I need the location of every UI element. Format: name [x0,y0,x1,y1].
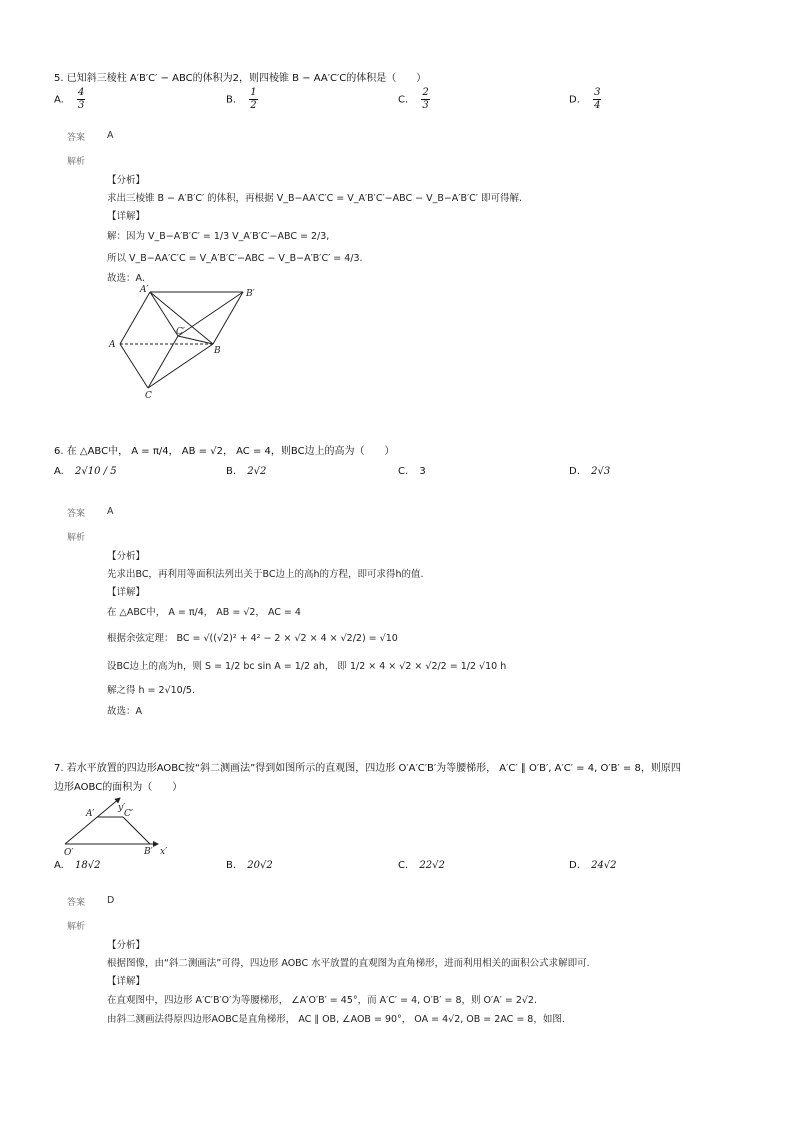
q7-option-a[interactable] [54,860,101,871]
option-value: 20√2 [247,860,273,871]
q7-option-d[interactable] [569,860,617,871]
option-letter: D. [569,860,580,871]
option-value: 22√2 [419,860,445,871]
option-value: 24√2 [591,860,617,871]
q7-option-b[interactable] [226,860,273,871]
detail-line: 设BC边上的高为h，则 S = 1/2 bc sin A = 1/2 ah， 即 1/2 × 4 × √2 × √2/2 = 1/2 √10 h [107,661,507,672]
detail-line: 在直观图中，四边形 A′C′B′O′为等腰梯形， ∠A′O′B′ = 45°，而 A′C′ = 4, O′B′ = 8，则 O′A′ = 2√2. [107,995,537,1006]
option-value: 2√10 / 5 [75,466,117,477]
option-letter: A. [54,466,64,477]
answer-label: 答案 [67,133,86,143]
analysis-line: 先求出BC，再利用等面积法列出关于BC边上的高h的方程，即可求得h的值. [107,569,424,580]
answer-label: 答案 [67,509,86,519]
option-letter: A. [54,860,64,871]
detail-heading: 【详解】 [107,211,146,222]
option-value: 2√2 [247,466,267,477]
option-letter: C. [398,94,409,106]
prism-figure [100,284,270,404]
q5-option-b[interactable] [226,88,258,111]
q5-option-d[interactable] [569,88,601,111]
vertex-label: C′ [124,809,133,819]
q7-stem-line1: 7. 若水平放置的四边形AOBC按“斜二测画法”得到如图所示的直观图，四边形 O′A′C′B′为等腰梯形， A′C′ ∥ O′B′, A′C′ = 4, O′B′ = 8，则原四 [54,763,681,774]
detail-heading: 【详解】 [107,976,146,987]
option-letter: A. [54,94,64,106]
fraction: $\frac{2}{3}$ [422,87,429,111]
analysis-label: 解析 [67,533,86,543]
analysis-line: 求出三棱锥 B − A′B′C′ 的体积，再根据 V_B−AA′C′C = V_A′B′C′−ABC − V_B−A′B′C′ 即可得解. [107,193,522,204]
detail-line: 解之得 h = 2√10/5. [107,685,195,696]
q6-option-c[interactable] [398,466,426,477]
detail-line: 解：因为 V_B−A′B′C′ = 1/3 V_A′B′C′−ABC = 2/3, [107,231,330,242]
option-letter: B. [226,94,237,106]
vertex-label: O′ [64,848,74,858]
option-letter: B. [226,860,237,871]
vertex-label: B [214,346,221,356]
detail-line: 由斜二测画法得原四边形AOBC是直角梯形， AC ∥ OB, ∠AOB = 90°， OA = 4√2, OB = 2AC = 8，如图. [107,1014,565,1025]
q6-option-d[interactable] [569,466,610,477]
option-letter: D. [569,94,580,106]
vertex-label: A′ [86,809,95,819]
analysis-heading: 【分析】 [107,175,146,186]
choice-line: 故选：A [107,706,142,717]
answer-label: 答案 [67,898,86,908]
q7-option-c[interactable] [398,860,445,871]
option-value: 2√3 [591,466,611,477]
q7-stem-line2: 边形AOBC的面积为（ ） [54,782,183,793]
detail-line: 在 △ABC中， A = π/4， AB = √2， AC = 4 [107,607,301,618]
detail-line: 根据余弦定理： BC = √((√2)² + 4² − 2 × √2 × 4 × √2/2) = √10 [107,633,398,644]
fraction: $\frac{1}{2}$ [250,87,257,111]
q5-option-a[interactable] [54,88,85,111]
vertex-label: C [145,391,152,401]
analysis-line: 根据图像，由“斜二测画法”可得，四边形 AOBC 水平放置的直观图为直角梯形，进而利用相关的面积公式求解即可. [107,958,590,969]
vertex-label: B′ [246,289,255,299]
option-letter: B. [226,466,237,477]
q6-option-b[interactable] [226,466,266,477]
detail-heading: 【详解】 [107,587,146,598]
fraction: $\frac{4}{3}$ [78,87,85,111]
answer-value: A [107,506,114,517]
vertex-label: A [109,340,116,350]
analysis-heading: 【分析】 [107,940,146,951]
analysis-heading: 【分析】 [107,551,146,562]
q6-option-a[interactable] [54,466,117,477]
answer-value: D [107,895,115,906]
option-value: 3 [419,466,426,477]
choice-line: 故选：A. [107,273,145,284]
vertex-label: B′ [144,847,153,857]
axis-label: y′ [118,803,126,813]
fraction: $\frac{3}{4}$ [594,87,601,111]
vertex-label: A′ [140,285,149,295]
vertex-label: C′ [176,327,185,337]
q5-option-c[interactable] [398,88,430,111]
trapezoid-figure [50,794,180,858]
option-letter: D. [569,466,580,477]
option-letter: C. [398,860,409,871]
answer-value: A [107,130,114,141]
analysis-label: 解析 [67,922,86,932]
q6-stem: 6. 在 △ABC中， A = π/4， AB = √2， AC = 4，则BC边上的高为（ ） [54,446,395,457]
detail-line: 所以 V_B−AA′C′C = V_A′B′C′−ABC − V_B−A′B′C′ = 4/3. [107,253,363,264]
option-letter: C. [398,466,409,477]
q5-stem: 5. 已知斜三棱柱 A′B′C′ − ABC的体积为2，则四棱锥 B − AA′C′C的体积是（ ） [54,73,427,84]
analysis-label: 解析 [67,157,86,167]
option-value: 18√2 [75,860,101,871]
axis-label: x′ [160,847,168,857]
